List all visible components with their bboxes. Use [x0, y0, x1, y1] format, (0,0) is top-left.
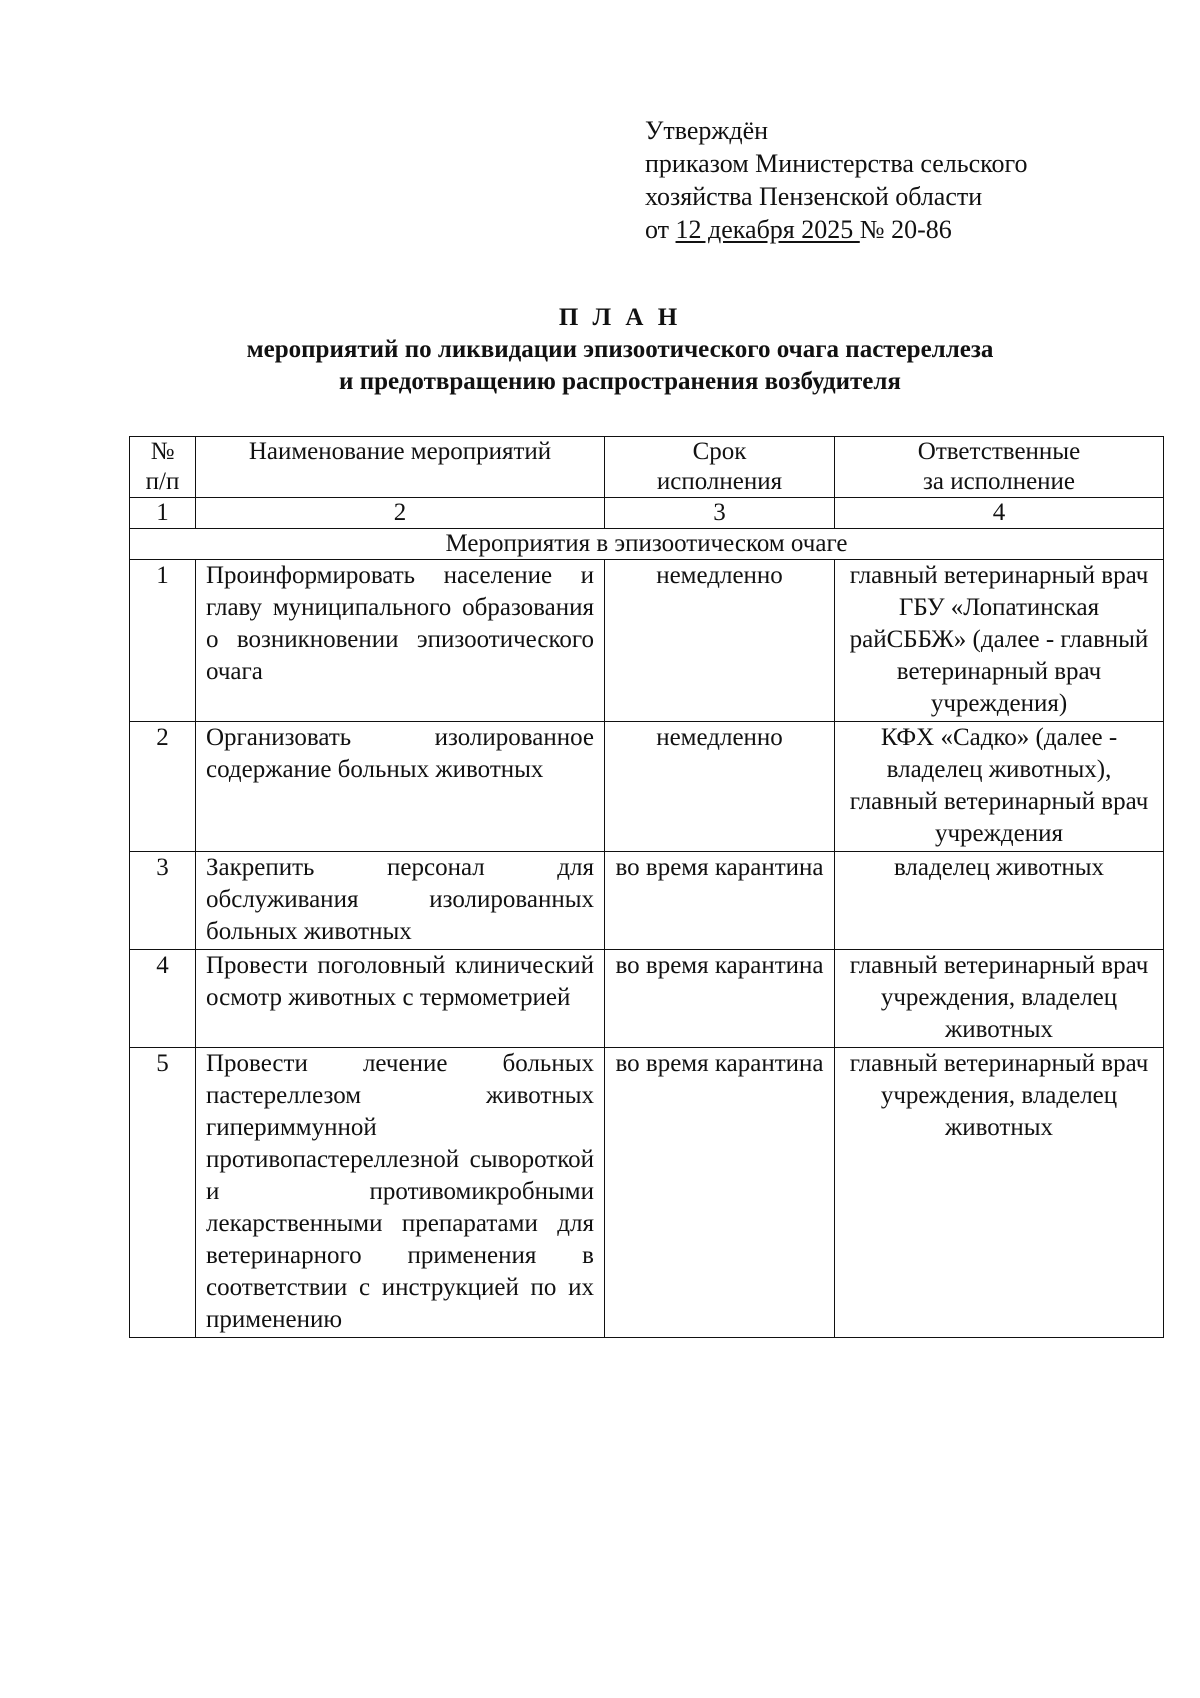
row-responsible: главный ветеринарный врач учреждения, владелец животных — [835, 950, 1164, 1048]
title-subline: и предотвращению распространения возбудителя — [339, 368, 901, 395]
row-number: 2 — [130, 722, 196, 852]
row-number: 1 — [130, 560, 196, 722]
row-responsible: владелец животных — [835, 852, 1164, 950]
approval-line: хозяйства Пензенской области — [645, 182, 983, 211]
header-action: Наименование мероприятий — [196, 437, 605, 498]
row-action: Провести поголовный клинический осмотр животных с термометрией — [196, 950, 605, 1048]
row-action: Проинформировать население и главу муниципального образования о возникновении эпизоотического очага — [196, 560, 605, 722]
plan-table — [129, 436, 1164, 1338]
table-row — [130, 1048, 1164, 1338]
document-title — [0, 302, 1200, 398]
table-row — [130, 852, 1164, 950]
approval-prefix: от — [645, 215, 676, 244]
approval-line: приказом Министерства сельского — [645, 149, 1028, 178]
table-row — [130, 722, 1164, 852]
column-number: 1 — [130, 498, 196, 529]
title-plan: П Л А Н — [558, 304, 682, 331]
section-row — [130, 529, 1164, 560]
column-number: 3 — [605, 498, 835, 529]
header-responsible: Ответственные за исполнение — [835, 437, 1164, 498]
header-number: № п/п — [130, 437, 196, 498]
row-number: 5 — [130, 1048, 196, 1338]
approval-block — [645, 114, 1027, 246]
table-header-row — [130, 437, 1164, 498]
section-title: Мероприятия в эпизоотическом очаге — [130, 529, 1164, 560]
row-action: Закрепить персонал для обслуживания изолированных больных животных — [196, 852, 605, 950]
row-responsible: КФХ «Садко» (далее - владелец животных), главный ветеринарный врач учреждения — [835, 722, 1164, 852]
approval-line: Утверждён — [645, 116, 769, 145]
column-number: 4 — [835, 498, 1164, 529]
approval-date: 12 декабря 2025 — [675, 215, 860, 244]
row-number: 3 — [130, 852, 196, 950]
approval-number: № 20-86 — [859, 215, 952, 244]
row-deadline: немедленно — [605, 722, 835, 852]
table-row — [130, 560, 1164, 722]
column-number: 2 — [196, 498, 605, 529]
row-action: Провести лечение больных пастереллезом животных гипериммунной противопастереллезной сывороткой и противомикробными лекарственными препаратами для ветеринарного применения в соответствии с инструкцией по их применению — [196, 1048, 605, 1338]
row-responsible: главный ветеринарный врач ГБУ «Лопатинская райСББЖ» (далее - главный ветеринарный врач учреждения) — [835, 560, 1164, 722]
row-responsible: главный ветеринарный врач учреждения, владелец животных — [835, 1048, 1164, 1338]
row-deadline: во время карантина — [605, 950, 835, 1048]
row-deadline: во время карантина — [605, 852, 835, 950]
title-subline: мероприятий по ликвидации эпизоотического очага пастереллеза — [246, 336, 994, 363]
row-deadline: во время карантина — [605, 1048, 835, 1338]
row-number: 4 — [130, 950, 196, 1048]
row-action: Организовать изолированное содержание больных животных — [196, 722, 605, 852]
header-deadline: Срок исполнения — [605, 437, 835, 498]
column-number-row — [130, 498, 1164, 529]
row-deadline: немедленно — [605, 560, 835, 722]
approval-order-line — [645, 213, 1027, 246]
table-row — [130, 950, 1164, 1048]
